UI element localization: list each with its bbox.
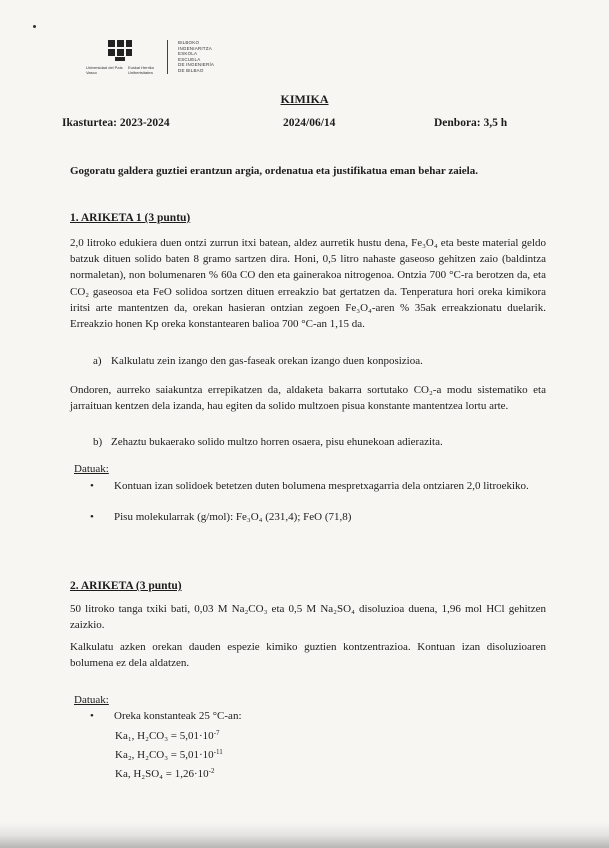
equilibrium-constant: Ka, $H_2SO_4 = 1,26\cdot 10^{-2}$ [115,767,215,780]
university-emblem-icon [106,38,134,62]
scan-speck [33,25,36,28]
exam-title: KIMIKA [280,92,329,106]
logo-caption-right: Euskal Herriko Unibertsitatea [128,65,155,75]
logo-caption-left: Universidad del País Vasco [86,65,123,75]
exam-date: 2024/06/14 [283,117,336,129]
exercise-1-data-label: Datuak: [74,463,109,475]
question-b-text: Zehaztu bukaerako solido multzo horren osaera, pisu ehunekoan adierazita. [111,436,443,448]
course-year: Ikasturtea: 2023-2024 [62,117,170,129]
exercise-1-statement: 2,0 litroko edukiera duen ontzi zurrun itxi batean, aldez aurretik hustu dena, Fe₃O₄ eta beste material geldo batzuk dituen solido baten 8 gramo sartzen dira. Honi, 0,5 litro nahaste gaseoso gehitzen zaio (baldintza normaletan), non bolumenaren % 60a CO den eta gainerakoa nitrogenoa. Ontzia 700 °C-ra berotzen da, eta CO₂ gaseosoa eta FeO solidoa sortzen dituen erreakzio bat gertatzen da. Tenperatura hori oreka kimikora iritsi arte mantentzen da, orekan hasieran ontzian zegoen Fe₃O₄-aren % 35ak erreakzionatu duelarik. Erreakzio honen Kp oreka konstantearen balioa 700 °C-an 1,15 da. [70,237,546,331]
exercise-2-heading: 2. ARIKETA (3 puntu) [70,580,182,592]
question-a-text: Kalkulatu zein izango den gas-faseak orekan izango duen konposizioa. [111,355,423,367]
exam-duration: Denbora: 3,5 h [434,117,508,129]
scan-edge-shadow [0,822,609,848]
exercise-2-question: Kalkulatu azken orekan dauden espezie kimiko guztien kontzentrazioa. Kontuan izan disoluzioaren bolumena ez dela aldatzen. [70,641,546,670]
question-b-label: b) [93,436,103,448]
exercise-2-statement: 50 litroko tanga txiki bati, 0,03 M Na₂CO₃ eta 0,5 M Na₂SO₄ disoluzioa duena, 1,96 mol HCl gehitzen zaizkio. [70,603,546,632]
equilibrium-constant: Ka₁, $H_2CO_3 = 5,01\cdot 10^{-7}$ [115,729,220,742]
equilibrium-constant: Ka₂, $H_2CO_3 = 5,01\cdot 10^{-11}$ [115,748,223,761]
logo-divider [167,40,168,74]
exercise-1-continuation: Ondoren, aurreko saiakuntza errepikatzen da, aldaketa bakarra sortutako CO₂-a modu sistematiko eta jarraituan kentzen dela izanda, hau egiten da solido multzoen pisua konstante mantentzea lortu arte. [70,384,546,413]
exam-page: Universidad del País Vasco Euskal Herriko Unibertsitatea BILBOKO INGENIARITZA ESKOLA ESCUELA DE INGENIERÍA DE BILBAO KIMIKA Ikasturtea: 2023-2024 2024/06/14 Denbora: 3,5 h Gogoratu galdera guztiei erantzun argia, ordenatua eta justifikatua eman behar zaiela. 1. ARIKETA 1 (3 puntu) 2,0 litroko edukiera duen ontzi zurrun itxi batean, aldez aurretik hustu dena, Fe₃O₄ eta beste material geldo batzuk dituen solido baten 8 gramo sartzen dira. Honi, 0,5 litro nahaste gaseoso gehitzen zaio (baldintza normaletan), non bolumenaren % 60a CO den eta gainerakoa nitrogenoa. Ontzia 700 °C-ra berotzen da, eta CO₂ gaseosoa eta FeO solidoa sortzen dituen erreakzio bat gertatzen da. Tenperatura hori oreka kimikora iritsi arte mantentzen da, orekan hasieran ontzian zegoen Fe₃O₄-aren % 35ak erreakzionatu duelarik. Erreakzio honen Kp oreka konstantearen balioa 700 °C-an 1,15 da. a) Kalkulatu zein izango den gas-faseak orekan izango duen konposizioa. Ondoren, aurreko saiakuntza errepikatzen da, aldaketa bakarra sortutako CO₂-a modu sistematiko eta jarraituan kentzen dela izanda, hau egiten da solido multzoen pisua konstante mantentzea lortu arte. b) Zehaztu bukaerako solido multzo horren osaera, pisu ehunekoan adierazita. Datuak: • Kontuan izan solidoek betetzen duten bolumena mespretxagarria dela ontziaren 2,0 litroekiko. • Pisu molekularrak (g/mol): Fe₃O₄ (231,4); FeO (71,8) 2. ARIKETA (3 puntu) 50 litroko tanga txiki bati, 0,03 M Na₂CO₃ eta 0,5 M Na₂SO₄ disoluzioa duena, 1,96 mol HCl gehitzen zaizkio. Kalkulatu azken orekan dauden espezie kimiko guztien kontzentrazioa. Kontuan izan disoluzioaren bolumena ez dela aldatzen. Datuak: • Oreka konstanteak 25 °C-an: Ka₁, $H_2CO_3 = 5,01\cdot 10^{-7}$ Ka₂, $H_2CO_3 = 5,01\cdot 10^{-11}$ Ka, $H_2SO_4 = 1,26\cdot 10^{-2}$ [0,0,609,848]
exercise-2-data-label: Datuak: [74,694,109,706]
exercise-1-question-a [93,355,423,367]
exercise-1-heading: 1. ARIKETA 1 (3 puntu) [70,212,191,224]
school-name: BILBOKO INGENIARITZA ESKOLA ESCUELA DE INGENIERÍA DE BILBAO [178,40,215,73]
exercise-1-question-b [93,436,443,448]
instructions: Gogoratu galdera guztiei erantzun argia, ordenatua eta justifikatua eman behar zaiela. [70,165,478,177]
question-a-label: a) [93,355,102,367]
